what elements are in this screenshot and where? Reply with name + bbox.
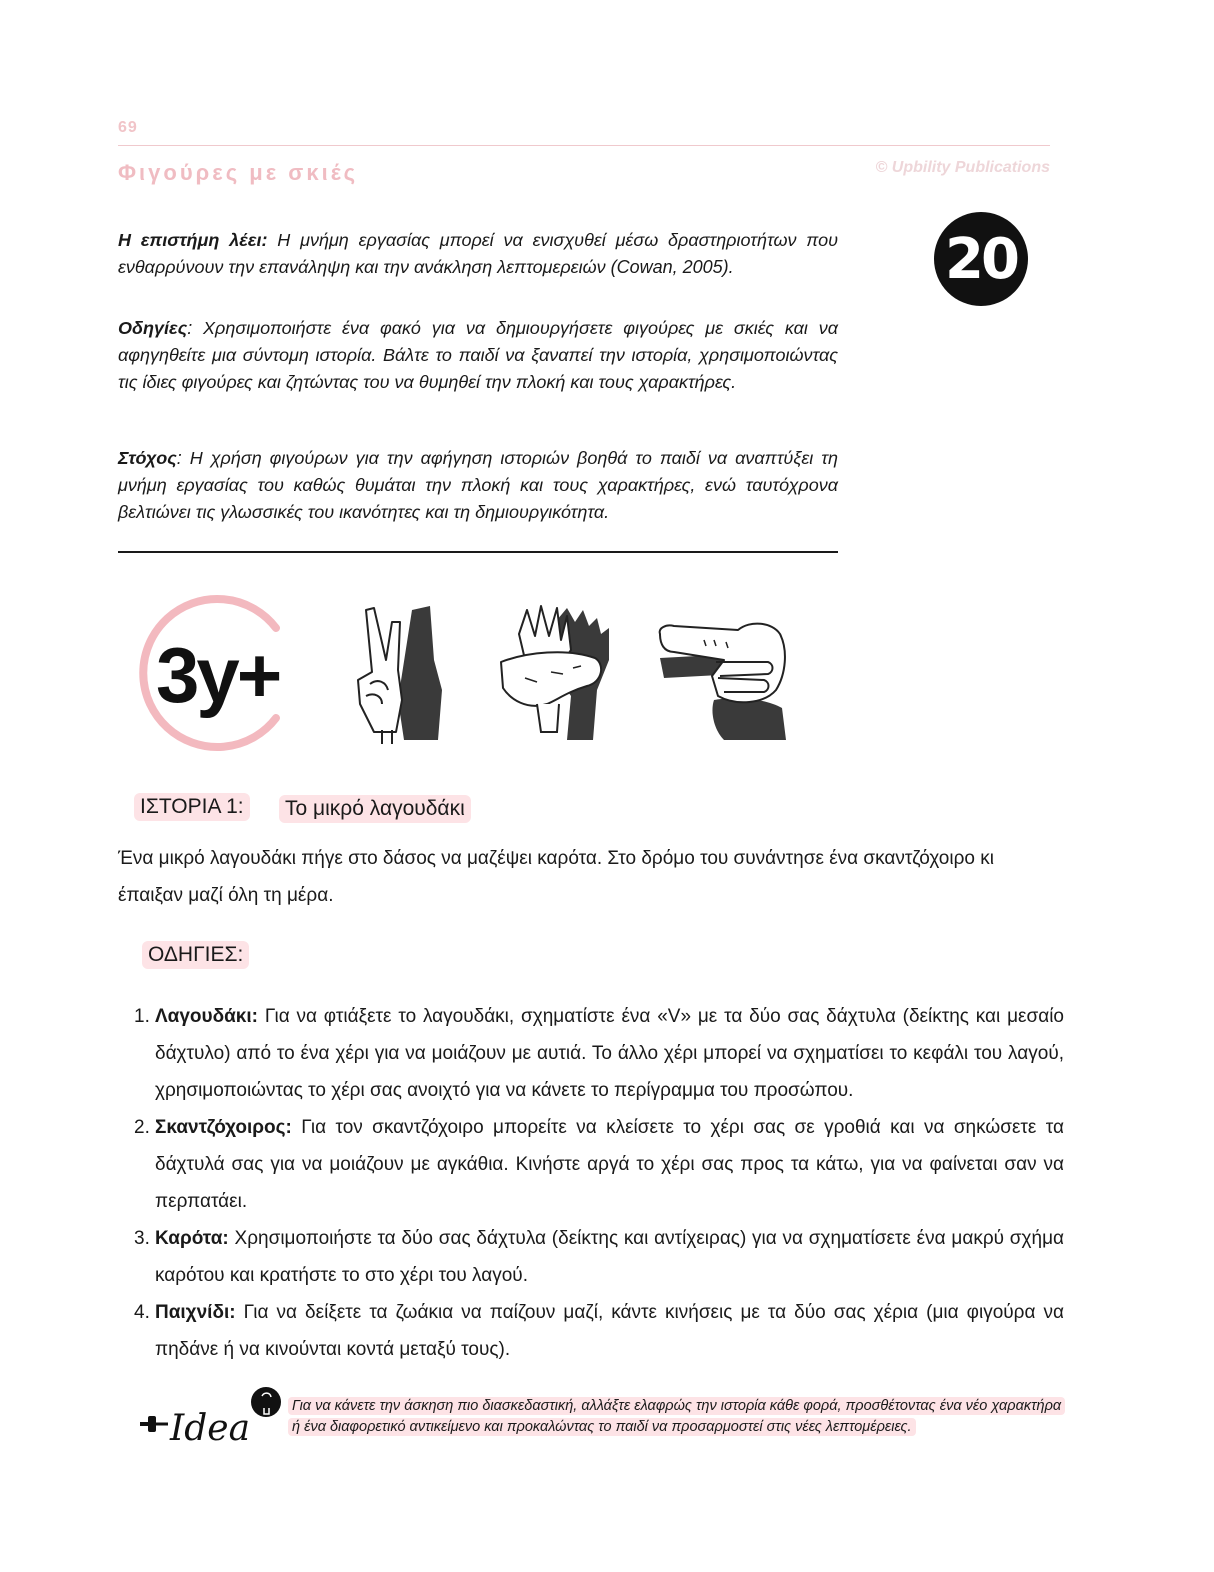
- tip-text-body: Για να κάνετε την άσκηση πιο διασκεδαστική, αλλάξτε ελαφρώς την ιστορία κάθε φορά, προσθέτοντας ένα νέο χαρακτήρα ή ένα διαφορετικό αντικείμενο και προκαλώντας το παιδί να προσαρμοστεί στις νέες λεπτομέρειες.: [288, 1397, 1065, 1436]
- step-number: 1.: [134, 1006, 150, 1027]
- page-number: 69: [118, 119, 138, 136]
- instructions-text: : Χρησιμοποιήστε ένα φακό για να δημιουργήσετε φιγούρες με σκιές και να αφηγηθείτε μια σύντομη ιστορία. Βάλτε το παιδί να ξαναπεί την ιστορία, χρησιμοποιώντας τις ίδιες φιγούρες και ζητώντας του να θυμηθεί την πλοκή και τους χαρακτήρες.: [118, 318, 838, 392]
- instructions-paragraph: [118, 315, 838, 396]
- idea-logo-text: Idea: [170, 1408, 251, 1448]
- list-item: [118, 1294, 1064, 1368]
- step-number: 2.: [134, 1117, 150, 1138]
- science-text: Η μνήμη εργασίας μπορεί να ενισχυθεί μέσω δραστηριοτήτων που ενθαρρύνουν την επανάληψη και την ανάκληση λεπτομερειών (Cowan, 2005).: [118, 230, 838, 277]
- step-text: Για να δείξετε τα ζωάκια να παίζουν μαζί, κάντε κινήσεις με τα δύο σας χέρια (μια φιγούρα να πηδάνε ή να κινούνται κοντά μεταξύ τους).: [155, 1302, 1064, 1360]
- section-divider: [118, 551, 838, 553]
- list-item: [118, 998, 1064, 1109]
- tip-text: [288, 1396, 1066, 1438]
- hedgehog-hand-shadow-icon: [497, 600, 627, 740]
- step-title: Λαγουδάκι:: [155, 1006, 258, 1027]
- copyright-notice: © Upbility Publications: [875, 159, 1050, 176]
- step-text: Για τον σκαντζόχοιρο μπορείτε να κλείσετε το χέρι σας σε γροθιά και να σηκώσετε τα δάχτυλά σας για να μοιάζουν με αγκάθια. Κινήστε αργά το χέρι σας προς τα κάτω, για να φαίνεται σαν να περπατάει.: [155, 1117, 1064, 1212]
- step-title: Καρότα:: [155, 1228, 229, 1249]
- instructions-label: Οδηγίες: [118, 318, 188, 338]
- story-label: ΙΣΤΟΡΙΑ 1:: [134, 793, 250, 821]
- story-title: Το μικρό λαγουδάκι: [279, 795, 471, 823]
- goal-label: Στόχος: [118, 448, 177, 468]
- step-number: 4.: [134, 1302, 150, 1323]
- page-title: Φιγούρες με σκιές: [118, 160, 359, 185]
- step-title: Σκαντζόχοιρος:: [155, 1117, 292, 1138]
- activity-number-badge: 20: [934, 212, 1028, 306]
- age-badge-text: 3y+: [156, 631, 280, 719]
- idea-logo: [140, 1386, 285, 1448]
- step-title: Παιχνίδι:: [155, 1302, 236, 1323]
- science-paragraph: [118, 227, 838, 281]
- step-text: Για να φτιάξετε το λαγουδάκι, σχηματίστε ένα «V» με τα δύο σας δάχτυλα (δείκτης και μεσαίο δάχτυλο) από το ένα χέρι για να μοιάζουν με αυτιά. Το άλλο χέρι μπορεί να σχηματίσει το κεφάλι του λαγού, χρησιμοποιώντας το χέρι σας ανοιχτό για να κάνετε το περίγραμμα του προσώπου.: [155, 1006, 1064, 1101]
- story-text: Ένα μικρό λαγουδάκι πήγε στο δάσος να μαζέψει καρότα. Στο δρόμο του συνάντησε ένα σκαντζόχοιρο κι έπαιξαν μαζί όλη τη μέρα.: [118, 848, 994, 906]
- list-item: [118, 1109, 1064, 1220]
- rabbit-hand-shadow-icon: [352, 600, 448, 745]
- carrot-hand-shadow-icon: [654, 600, 794, 740]
- instructions-label: ΟΔΗΓΙΕΣ:: [142, 941, 249, 969]
- age-badge: [128, 590, 308, 755]
- instruction-steps: [118, 998, 1064, 1368]
- goal-text: : Η χρήση φιγούρων για την αφήγηση ιστοριών βοηθά το παιδί να αναπτύξει τη μνήμη εργασίας του καθώς θυμάται την πλοκή και τους χαρακτήρες, ενώ ταυτόχρονα βελτιώνει τις γλωσσικές του ικανότητες και τη δημιουργικότητα.: [118, 448, 838, 522]
- step-number: 3.: [134, 1228, 150, 1249]
- list-item: [118, 1220, 1064, 1294]
- step-text: Χρησιμοποιήστε τα δύο σας δάχτυλα (δείκτης και αντίχειρας) για να σχηματίσετε ένα μακρύ σχήμα καρότου και κρατήστε το στο χέρι του λαγού.: [155, 1228, 1064, 1286]
- goal-paragraph: [118, 445, 838, 526]
- header-rule: [118, 145, 1050, 146]
- science-label: Η επιστήμη λέει:: [118, 230, 268, 250]
